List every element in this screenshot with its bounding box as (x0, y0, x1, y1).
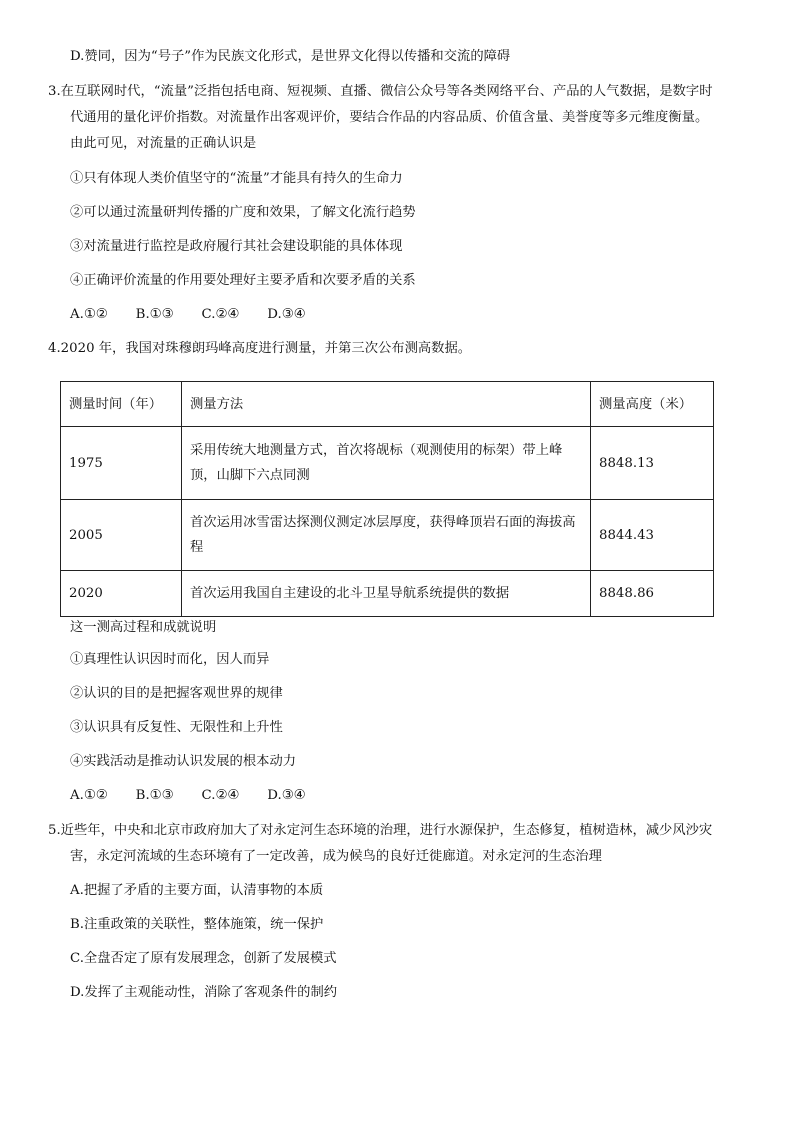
table-cell-year: 2020 (61, 571, 182, 617)
q5-option-a: A.把握了矛盾的主要方面，认清事物的本质 (70, 883, 324, 898)
table-header-cell: 测量方法 (182, 382, 591, 427)
q4-choice-b: B.①③ (135, 788, 174, 803)
table-cell-method: 采用传统大地测量方式，首次将觇标（观测使用的标架）带上峰顶，山脚下六点同测 (182, 427, 591, 500)
q3-item-2: ②可以通过流量研判传播的广度和效果，了解文化流行趋势 (70, 205, 416, 220)
q2-option-d: D.赞同，因为“号子”作为民族文化形式，是世界文化得以传播和交流的障碍 (70, 49, 511, 64)
q3-item-1: ①只有体现人类价值坚守的“流量”才能具有持久的生命力 (70, 171, 403, 186)
table-cell-height: 8844.43 (591, 500, 714, 571)
q4-choice-c: C.②④ (201, 788, 240, 803)
q3-stem-line1: 3.在互联网时代，“流量”泛指包括电商、短视频、直播、微信公众号等各类网络平台、产品的人气数据，是数字时 (48, 84, 713, 99)
table-cell-height: 8848.13 (591, 427, 714, 500)
table-row (61, 427, 714, 500)
q5-stem-line2: 害，永定河流域的生态环境有了一定改善，成为候鸟的良好迁徙廊道。对永定河的生态治理 (70, 849, 602, 864)
q3-item-3: ③对流量进行监控是政府履行其社会建设职能的具体体现 (70, 239, 403, 254)
q3-choices (70, 305, 334, 325)
q3-choice-c: C.②④ (201, 307, 240, 322)
q5-stem-line1: 5.近些年，中央和北京市政府加大了对永定河生态环境的治理，进行水源保护，生态修复，植树造林，减少风沙灾 (48, 823, 713, 838)
table-cell-method: 首次运用冰雪雷达探测仪测定冰层厚度，获得峰顶岩石面的海拔高程 (182, 500, 591, 571)
q4-choice-d: D.③④ (267, 788, 306, 803)
measurement-table (60, 381, 714, 617)
table-header-cell: 测量高度（米） (591, 382, 714, 427)
q4-item-4: ④实践活动是推动认识发展的根本动力 (70, 754, 297, 769)
table-row (61, 500, 714, 571)
q5-option-d: D.发挥了主观能动性，消除了客观条件的制约 (70, 985, 338, 1000)
table-cell-year: 2005 (61, 500, 182, 571)
table-row (61, 571, 714, 617)
q5-option-c: C.全盘否定了原有发展理念，创新了发展模式 (70, 951, 337, 966)
table-header-cell: 测量时间（年） (61, 382, 182, 427)
q4-item-1: ①真理性认识因时而化，因人而异 (70, 652, 270, 667)
q3-stem-line3: 由此可见，对流量的正确认识是 (70, 136, 257, 151)
q4-item-2: ②认识的目的是把握客观世界的规律 (70, 686, 283, 701)
q4-choice-a: A.①② (70, 788, 108, 803)
q5-option-b: B.注重政策的关联性，整体施策，统一保护 (70, 917, 324, 932)
table-header-row (61, 382, 714, 427)
table-cell-height: 8848.86 (591, 571, 714, 617)
q4-choices (70, 786, 334, 806)
q3-choice-b: B.①③ (135, 307, 174, 322)
q3-choice-d: D.③④ (267, 307, 306, 322)
q3-stem-line2: 代通用的量化评价指数。对流量作出客观评价，要结合作品的内容品质、价值含量、美誉度等多元维度衡量。 (70, 110, 709, 125)
q4-lead: 这一测高过程和成就说明 (70, 620, 217, 635)
q4-stem: 4.2020 年，我国对珠穆朗玛峰高度进行测量，并第三次公布测高数据。 (48, 341, 472, 356)
q3-choice-a: A.①② (70, 307, 108, 322)
q4-item-3: ③认识具有反复性、无限性和上升性 (70, 720, 283, 735)
table-cell-method: 首次运用我国自主建设的北斗卫星导航系统提供的数据 (182, 571, 591, 617)
q3-item-4: ④正确评价流量的作用要处理好主要矛盾和次要矛盾的关系 (70, 273, 416, 288)
table-cell-year: 1975 (61, 427, 182, 500)
